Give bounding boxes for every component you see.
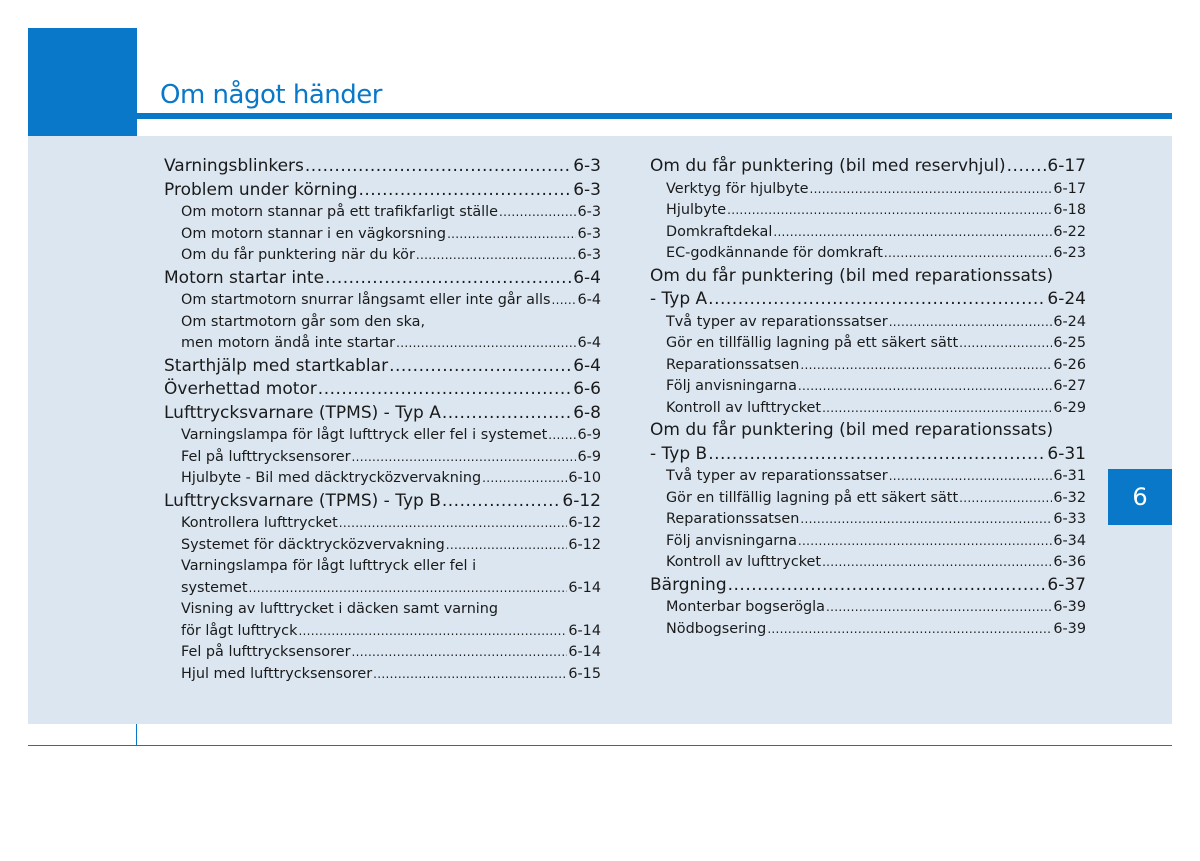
toc-entry-title: Reparationssatsen: [666, 511, 800, 527]
toc-dot-leader: [351, 642, 567, 664]
corner-block: [28, 28, 136, 136]
toc-dot-leader: [1007, 155, 1047, 179]
toc-page-number: 6-4: [573, 267, 601, 288]
toc-dot-leader: [249, 578, 568, 600]
toc-dot-leader: [773, 222, 1052, 244]
toc-page-number: 6-14: [568, 622, 601, 639]
toc-entry-title: Två typer av reparationssatser: [666, 468, 888, 484]
toc-page-number: 6-24: [1047, 289, 1086, 309]
toc-entry-title: Gör en tillfällig lagning på ett säkert sätt: [666, 489, 959, 506]
toc-dot-leader: [889, 466, 1053, 488]
toc-subsection-entry[interactable]: [650, 243, 1086, 265]
toc-dot-leader: [826, 597, 1052, 619]
toc-subsection-entry[interactable]: [650, 179, 1086, 201]
toc-entry-title: Systemet för däcktrycközvervakning: [181, 536, 445, 553]
toc-page-number: 6-17: [1053, 180, 1086, 197]
toc-entry-title: Överhettad motor: [164, 379, 317, 399]
toc-entry-title: Om startmotorn går som den ska,: [181, 313, 426, 330]
toc-entry-title: Gör en tillfällig lagning på ett säkert sätt: [666, 335, 959, 351]
toc-subsection-entry[interactable]: [164, 556, 601, 578]
toc-subsection-entry[interactable]: [164, 333, 601, 355]
toc-entry-title: Om du får punktering (bil med reservhjul): [650, 156, 1006, 176]
toc-section-entry[interactable]: [650, 288, 1086, 312]
toc-dot-leader: [708, 288, 1046, 312]
toc-section-entry[interactable]: [164, 179, 601, 203]
toc-page-number: 6-12: [568, 515, 601, 531]
toc-dot-leader: [396, 333, 576, 355]
toc-subsection-entry[interactable]: [164, 664, 601, 686]
toc-subsection-entry[interactable]: [650, 355, 1086, 377]
toc-dot-leader: [339, 513, 568, 535]
toc-entry-title: Monterbar bogserögla: [666, 599, 825, 615]
toc-subsection-entry[interactable]: [650, 488, 1086, 510]
toc-dot-leader: [548, 425, 576, 447]
toc-entry-title: EC-godkännande för domkraft: [666, 245, 883, 261]
toc-entry-title: Varningslampa för lågt lufttryck eller fel i: [181, 558, 477, 574]
toc-dot-leader: [318, 378, 572, 402]
toc-subsection-entry[interactable]: [650, 222, 1086, 244]
toc-subsection-entry[interactable]: [164, 513, 601, 535]
toc-entry-title: Reparationssatsen: [666, 356, 800, 373]
toc-dot-leader: [822, 398, 1052, 420]
toc-page-number: 6-33: [1053, 511, 1086, 527]
toc-dot-leader: [800, 355, 1052, 377]
toc-dot-leader: [359, 179, 573, 203]
toc-entry-title: Visning av lufttrycket i däcken samt varning: [181, 601, 499, 617]
toc-page-number: 6-36: [1053, 554, 1086, 570]
toc-subsection-entry[interactable]: [164, 312, 601, 334]
toc-subsection-entry[interactable]: [650, 552, 1086, 574]
toc-entry-title: Hjulbyte: [666, 202, 727, 218]
toc-subsection-entry[interactable]: [650, 312, 1086, 334]
toc-dot-leader: [305, 155, 572, 179]
toc-page-number: 6-22: [1053, 223, 1086, 240]
toc-entry-title: - Typ B: [650, 443, 708, 464]
toc-dot-leader: [325, 267, 572, 291]
toc-section-entry[interactable]: [164, 402, 601, 426]
toc-entry-title: Hjulbyte - Bil med däcktrycközvervakning: [181, 470, 482, 486]
toc-subsection-entry[interactable]: [164, 599, 601, 621]
toc-entry-title: Varningsblinkers: [164, 156, 304, 176]
toc-entry-title: Motorn startar inte: [164, 267, 325, 288]
toc-page-number: 6-14: [568, 579, 601, 596]
toc-subsection-entry[interactable]: [650, 466, 1086, 488]
toc-dot-leader: [708, 443, 1046, 467]
toc-page-number: 6-39: [1053, 620, 1086, 637]
toc-dot-leader: [551, 290, 576, 312]
toc-subsection-entry[interactable]: [164, 642, 601, 664]
toc-entry-title: Om startmotorn snurrar långsamt eller inte går alls: [181, 292, 551, 308]
toc-dot-leader: [728, 574, 1047, 598]
toc-dot-leader: [959, 333, 1052, 355]
toc-entry-title: Lufttrycksvarnare (TPMS) - Typ B: [164, 490, 441, 511]
toc-subsection-entry[interactable]: [650, 398, 1086, 420]
toc-page-number: 6-39: [1053, 599, 1086, 615]
toc-section-entry[interactable]: [650, 443, 1086, 467]
toc-dot-leader: [809, 179, 1052, 201]
toc-page-number: 6-9: [577, 427, 601, 443]
toc-entry-title: Starthjälp med startkablar: [164, 355, 389, 376]
toc-page-number: 6-24: [1053, 313, 1086, 330]
title-underline: [136, 113, 1172, 119]
toc-entry-title: Om du får punktering (bil med reparationssats): [650, 420, 1054, 440]
toc-page-number: 6-4: [573, 355, 601, 376]
toc-subsection-entry[interactable]: [164, 202, 601, 224]
toc-dot-leader: [884, 243, 1052, 265]
toc-page-number: 6-3: [577, 204, 601, 220]
toc-page-number: 6-3: [577, 225, 601, 242]
toc-page-number: 6-12: [562, 490, 601, 511]
toc-dot-leader: [482, 468, 567, 490]
toc-dot-leader: [767, 619, 1052, 641]
toc-section-entry[interactable]: [650, 265, 1086, 289]
page-title: Om något händer: [160, 80, 382, 110]
toc-page-number: 6-12: [568, 536, 601, 553]
toc-section-entry[interactable]: [164, 490, 601, 514]
toc-page-number: 6-10: [568, 470, 601, 486]
toc-subsection-entry[interactable]: [164, 425, 601, 447]
chapter-tab[interactable]: 6: [1108, 469, 1172, 525]
toc-dot-leader: [800, 509, 1052, 531]
toc-page-number: 6-15: [568, 665, 601, 682]
toc-dot-leader: [442, 402, 572, 426]
toc-section-entry[interactable]: [650, 155, 1086, 179]
toc-entry-title: Om motorn stannar i en vägkorsning: [181, 225, 447, 242]
toc-dot-leader: [798, 531, 1052, 553]
toc-page-number: 6-26: [1053, 356, 1086, 373]
toc-page-number: 6-18: [1053, 202, 1086, 218]
toc-subsection-entry[interactable]: [650, 531, 1086, 553]
toc-subsection-entry[interactable]: [164, 578, 601, 600]
toc-subsection-entry[interactable]: [650, 376, 1086, 398]
toc-entry-title: Domkraftdekal: [666, 223, 773, 240]
toc-entry-title: för lågt lufttryck: [181, 622, 298, 639]
toc-entry-title: Bärgning: [650, 574, 727, 595]
toc-page-number: 6-31: [1053, 468, 1086, 484]
toc-entry-title: Följ anvisningarna: [666, 532, 797, 549]
bottom-rule-divider: [28, 745, 1172, 746]
toc-left-column: [164, 155, 601, 685]
toc-subsection-entry[interactable]: [164, 535, 601, 557]
toc-dot-leader: [373, 664, 567, 686]
toc-entry-title: Följ anvisningarna: [666, 378, 797, 394]
toc-subsection-entry[interactable]: [650, 509, 1086, 531]
toc-dot-leader: [727, 200, 1052, 222]
toc-page-number: 6-32: [1053, 489, 1086, 506]
toc-page-number: 6-4: [577, 335, 601, 351]
toc-dot-leader: [959, 488, 1052, 510]
toc-section-entry[interactable]: [164, 355, 601, 379]
toc-dot-leader: [447, 224, 576, 246]
toc-subsection-entry[interactable]: [164, 290, 601, 312]
toc-page-number: 6-6: [573, 379, 601, 399]
toc-page-number: 6-14: [568, 644, 601, 660]
toc-entry-title: Hjul med lufttrycksensorer: [181, 665, 373, 682]
toc-entry-title: Verktyg för hjulbyte: [666, 180, 809, 197]
toc-subsection-entry[interactable]: [164, 224, 601, 246]
toc-page-number: 6-17: [1047, 156, 1086, 176]
toc-page-number: 6-31: [1047, 443, 1086, 464]
toc-dot-leader: [499, 202, 576, 224]
toc-page-number: 6-34: [1053, 532, 1086, 549]
toc-dot-leader: [442, 490, 562, 514]
toc-entry-title: Om motorn stannar på ett trafikfarligt ställe: [181, 204, 499, 220]
toc-dot-leader: [298, 621, 567, 643]
toc-subsection-entry[interactable]: [164, 447, 601, 469]
toc-page-number: 6-29: [1053, 399, 1086, 416]
toc-right-column: [650, 155, 1086, 640]
toc-entry-title: Om du får punktering (bil med reparationssats): [650, 265, 1054, 286]
toc-entry-title: Två typer av reparationssatser: [666, 313, 888, 330]
toc-entry-title: Lufttrycksvarnare (TPMS) - Typ A: [164, 402, 441, 423]
toc-page-number: 6-25: [1053, 335, 1086, 351]
toc-entry-title: Varningslampa för lågt lufttryck eller fel i systemet: [181, 427, 548, 443]
toc-dot-leader: [389, 355, 572, 379]
toc-entry-title: - Typ A: [650, 289, 708, 309]
toc-dot-leader: [446, 535, 568, 557]
toc-page-number: 6-4: [577, 292, 601, 308]
toc-dot-leader: [889, 312, 1053, 334]
toc-page-number: 6-3: [573, 179, 601, 200]
toc-entry-title: Fel på lufttrycksensorer: [181, 448, 351, 465]
toc-section-entry[interactable]: [164, 155, 601, 179]
toc-entry-title: men motorn ändå inte startar: [181, 335, 396, 351]
toc-page-number: 6-23: [1053, 245, 1086, 261]
toc-dot-leader: [822, 552, 1052, 574]
toc-subsection-entry[interactable]: [650, 200, 1086, 222]
toc-entry-title: systemet: [181, 579, 248, 596]
toc-subsection-entry[interactable]: [650, 597, 1086, 619]
toc-dot-leader: [351, 447, 576, 469]
toc-subsection-entry[interactable]: [164, 245, 601, 267]
toc-page-number: 6-8: [573, 402, 601, 423]
toc-dot-leader: [416, 245, 577, 267]
toc-page-number: 6-3: [573, 156, 601, 176]
toc-section-entry[interactable]: [650, 419, 1086, 443]
toc-entry-title: Kontroll av lufttrycket: [666, 399, 822, 416]
toc-subsection-entry[interactable]: [164, 468, 601, 490]
toc-subsection-entry[interactable]: [650, 333, 1086, 355]
toc-section-entry[interactable]: [650, 574, 1086, 598]
toc-subsection-entry[interactable]: [164, 621, 601, 643]
toc-entry-title: Om du får punktering när du kör: [181, 247, 415, 263]
toc-page-number: 6-9: [577, 448, 601, 465]
toc-page-number: 6-27: [1053, 378, 1086, 394]
toc-entry-title: Nödbogsering: [666, 620, 767, 637]
toc-section-entry[interactable]: [164, 267, 601, 291]
toc-entry-title: Fel på lufttrycksensorer: [181, 644, 351, 660]
toc-entry-title: Problem under körning: [164, 179, 358, 200]
toc-page-number: 6-3: [577, 247, 601, 263]
toc-page-number: 6-37: [1047, 574, 1086, 595]
toc-dot-leader: [798, 376, 1052, 398]
toc-entry-title: Kontrollera lufttrycket: [181, 515, 338, 531]
toc-subsection-entry[interactable]: [650, 619, 1086, 641]
toc-section-entry[interactable]: [164, 378, 601, 402]
toc-entry-title: Kontroll av lufttrycket: [666, 554, 822, 570]
